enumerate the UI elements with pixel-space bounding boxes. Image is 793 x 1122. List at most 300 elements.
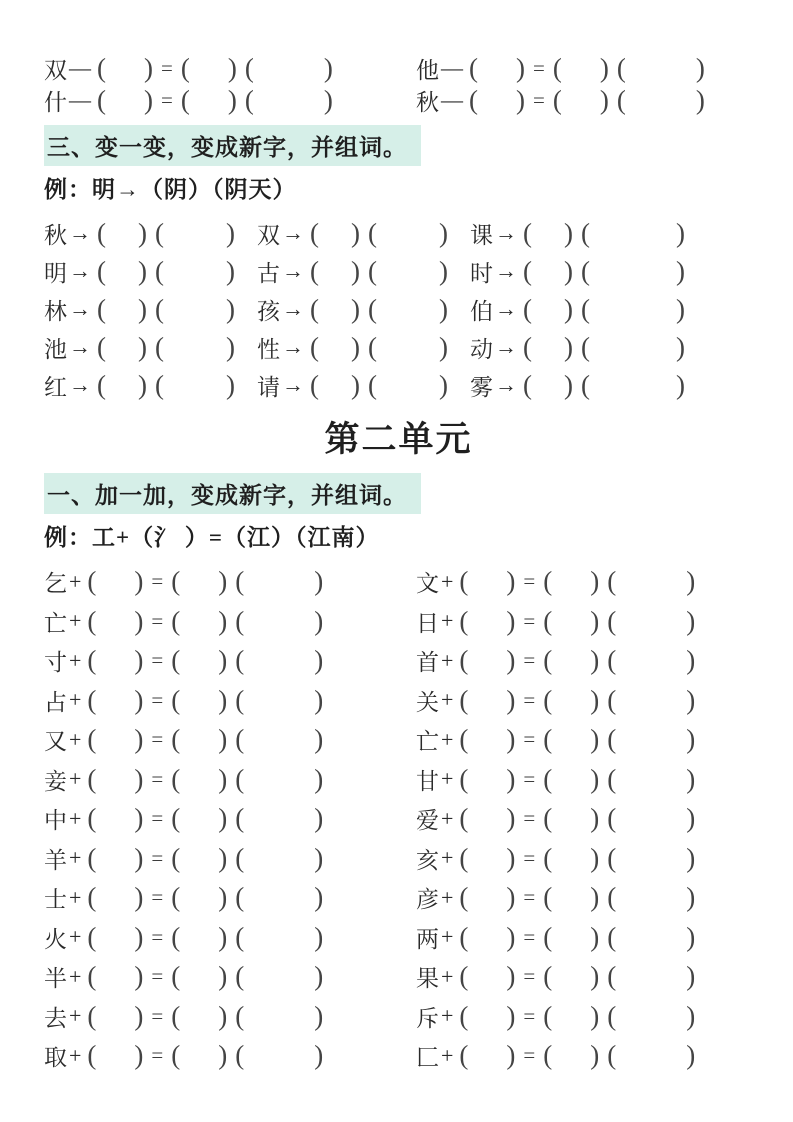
paren-open: ( <box>607 803 617 834</box>
equals-sign: = <box>523 924 536 949</box>
paren-close: ) <box>134 1040 144 1071</box>
paren-close: ) <box>439 217 448 248</box>
minus-operator: — <box>441 87 463 112</box>
paren-open: ( <box>543 882 553 913</box>
paren-close: ) <box>144 84 153 115</box>
paren-open: ( <box>543 803 553 834</box>
answer-parens <box>607 805 695 832</box>
transform-item <box>44 331 257 364</box>
subtract-row <box>44 52 753 84</box>
answer-parens <box>459 1042 515 1069</box>
plus-operator: + <box>69 608 82 634</box>
paren-close: ) <box>134 763 144 794</box>
paren-close: ) <box>599 52 609 83</box>
add-item <box>44 1039 416 1072</box>
plus-operator: + <box>441 963 454 989</box>
paren-close: ) <box>314 882 324 913</box>
add-item <box>44 605 416 638</box>
answer-parens <box>607 842 696 873</box>
source-char: 火 <box>44 926 67 952</box>
paren-close: ) <box>323 52 333 83</box>
add-item <box>44 842 416 875</box>
equals-sign: = <box>523 964 536 989</box>
answer-parens <box>543 763 600 794</box>
source-char: 什 <box>44 89 67 115</box>
paren-open: ( <box>87 882 97 913</box>
paren-close: ) <box>218 724 228 755</box>
paren-close: ) <box>599 84 609 115</box>
paren-open: ( <box>155 255 164 286</box>
equals-sign: = <box>151 766 164 791</box>
paren-open: ( <box>552 52 562 83</box>
paren-open: ( <box>171 645 181 676</box>
add-row <box>44 918 753 958</box>
answer-parens <box>97 84 153 115</box>
answer-parens <box>543 884 599 911</box>
answer-parens <box>97 369 147 400</box>
paren-open: ( <box>607 842 617 873</box>
source-char: 妾 <box>44 768 67 794</box>
source-char: 斥 <box>416 1005 439 1031</box>
add-item <box>416 802 753 835</box>
answer-parens <box>87 884 143 911</box>
answer-parens <box>171 884 227 911</box>
paren-close: ) <box>686 724 696 755</box>
equals-sign: = <box>151 885 164 910</box>
transform-item <box>470 369 753 402</box>
add-item <box>416 723 753 756</box>
paren-open: ( <box>155 331 164 362</box>
answer-parens <box>607 1000 696 1031</box>
answer-parens <box>310 331 360 362</box>
source-char: 伯 <box>470 298 493 324</box>
paren-close: ) <box>218 921 228 952</box>
paren-close: ) <box>314 684 324 715</box>
paren-open: ( <box>310 293 319 324</box>
arrow-operator: → <box>495 334 517 359</box>
paren-close: ) <box>506 803 516 834</box>
source-char: 秋 <box>416 89 439 115</box>
paren-close: ) <box>439 255 448 286</box>
answer-parens <box>155 369 235 400</box>
paren-close: ) <box>134 724 144 755</box>
transform-item <box>470 331 753 364</box>
source-char: 动 <box>470 336 493 362</box>
plus-operator: + <box>69 687 82 713</box>
answer-parens <box>543 647 599 674</box>
paren-open: ( <box>180 52 190 83</box>
transform-item <box>257 217 470 250</box>
transform-item <box>44 369 257 402</box>
equals-sign: = <box>161 87 173 112</box>
paren-open: ( <box>581 217 590 248</box>
answer-parens <box>459 684 516 715</box>
answer-parens <box>616 84 705 115</box>
paren-open: ( <box>459 645 469 676</box>
add-item <box>416 565 753 598</box>
answer-parens <box>155 217 235 248</box>
source-char: 红 <box>44 374 67 400</box>
transform-item <box>470 293 753 326</box>
answer-parens <box>87 921 144 952</box>
paren-open: ( <box>581 255 590 286</box>
answer-parens <box>87 647 143 674</box>
paren-close: ) <box>226 255 235 286</box>
paren-open: ( <box>543 605 553 636</box>
paren-open: ( <box>607 566 617 597</box>
paren-open: ( <box>171 724 181 755</box>
equals-sign: = <box>161 55 173 80</box>
transform-example-line: 例：明→（阴）（阴天） <box>44 176 297 202</box>
answer-parens <box>607 647 695 674</box>
source-char: 文 <box>416 571 439 597</box>
equals-sign: = <box>151 1043 164 1068</box>
answer-parens <box>459 605 516 636</box>
paren-open: ( <box>171 803 181 834</box>
paren-close: ) <box>686 921 696 952</box>
plus-operator: + <box>69 647 82 673</box>
plus-operator: + <box>441 1003 454 1029</box>
paren-close: ) <box>314 763 324 794</box>
plus-operator: + <box>441 568 454 594</box>
paren-open: ( <box>171 1040 181 1071</box>
source-char: 双 <box>44 57 67 83</box>
answer-parens <box>607 1042 695 1069</box>
answer-parens <box>180 52 237 83</box>
plus-operator: + <box>69 963 82 989</box>
answer-parens <box>97 217 147 248</box>
answer-parens <box>459 647 515 674</box>
equals-sign: = <box>151 924 164 949</box>
paren-open: ( <box>97 52 106 83</box>
answer-parens <box>469 52 525 83</box>
answer-parens <box>368 293 448 324</box>
add-row <box>44 681 753 721</box>
paren-close: ) <box>686 803 696 834</box>
plus-operator: + <box>69 568 82 594</box>
answer-parens <box>459 921 516 952</box>
answer-parens <box>180 84 237 115</box>
paren-close: ) <box>590 684 600 715</box>
source-char: 彦 <box>416 887 439 913</box>
answer-parens <box>459 726 515 753</box>
subtract-item <box>416 84 753 117</box>
paren-open: ( <box>469 84 478 115</box>
plus-operator: + <box>69 845 82 871</box>
paren-close: ) <box>218 803 228 834</box>
source-char: 士 <box>44 887 67 913</box>
transform-item <box>44 293 257 326</box>
plus-operator: + <box>441 687 454 713</box>
paren-close: ) <box>314 724 324 755</box>
transform-row <box>44 252 753 290</box>
paren-open: ( <box>543 1000 553 1031</box>
answer-parens <box>244 52 333 83</box>
paren-open: ( <box>87 803 97 834</box>
transform-item <box>470 255 753 288</box>
source-char: 两 <box>416 926 439 952</box>
answer-parens <box>310 217 360 248</box>
paren-close: ) <box>506 724 516 755</box>
answer-parens <box>87 763 144 794</box>
answer-parens <box>171 726 227 753</box>
paren-open: ( <box>155 293 164 324</box>
paren-close: ) <box>351 255 360 286</box>
section-heading-add: 一、加一加，变成新字，并组词。 <box>44 473 421 514</box>
answer-parens <box>171 805 227 832</box>
add-row <box>44 641 753 681</box>
add-item <box>416 1000 753 1033</box>
transform-row <box>44 366 753 404</box>
paren-open: ( <box>459 1040 469 1071</box>
answer-parens <box>607 684 696 715</box>
equals-sign: = <box>151 845 164 870</box>
source-char: 性 <box>257 336 280 362</box>
answer-parens <box>171 684 228 715</box>
paren-open: ( <box>459 803 469 834</box>
arrow-operator: → <box>282 296 304 321</box>
answer-parens <box>235 647 323 674</box>
answer-parens <box>581 331 685 362</box>
equals-sign: = <box>523 727 536 752</box>
paren-close: ) <box>138 369 147 400</box>
paren-open: ( <box>97 84 106 115</box>
answer-parens <box>171 647 227 674</box>
paren-open: ( <box>543 684 553 715</box>
add-item <box>44 960 416 993</box>
add-row <box>44 1036 753 1076</box>
paren-open: ( <box>87 842 97 873</box>
paren-close: ) <box>138 331 147 362</box>
paren-open: ( <box>523 331 532 362</box>
source-char: 乞 <box>44 571 67 597</box>
paren-open: ( <box>459 961 469 992</box>
source-char: 半 <box>44 966 67 992</box>
transform-row <box>44 328 753 366</box>
paren-close: ) <box>314 803 324 834</box>
paren-close: ) <box>564 331 573 362</box>
paren-close: ) <box>506 921 516 952</box>
answer-parens <box>155 331 235 362</box>
equals-sign: = <box>523 885 536 910</box>
answer-parens <box>552 52 609 83</box>
paren-close: ) <box>314 842 324 873</box>
answer-parens <box>552 84 609 115</box>
paren-close: ) <box>564 369 573 400</box>
plus-operator: + <box>441 805 454 831</box>
paren-close: ) <box>134 842 144 873</box>
answer-parens <box>607 726 695 753</box>
answer-parens <box>235 921 324 952</box>
add-row <box>44 799 753 839</box>
answer-parens <box>87 1042 143 1069</box>
answer-parens <box>235 1042 323 1069</box>
add-item <box>416 763 753 796</box>
answer-parens <box>607 921 696 952</box>
paren-close: ) <box>134 645 144 676</box>
answer-parens <box>235 884 323 911</box>
source-char: 孩 <box>257 298 280 324</box>
source-char: 双 <box>257 222 280 248</box>
source-char: 他 <box>416 57 439 83</box>
paren-open: ( <box>616 52 626 83</box>
answer-parens <box>368 331 448 362</box>
paren-close: ) <box>686 1040 696 1071</box>
answer-parens <box>171 568 227 595</box>
answer-parens <box>523 331 573 362</box>
paren-open: ( <box>607 763 617 794</box>
paren-close: ) <box>314 605 324 636</box>
answer-parens <box>235 568 323 595</box>
add-heading-wrap <box>44 473 753 514</box>
paren-open: ( <box>459 763 469 794</box>
source-char: 亡 <box>416 729 439 755</box>
paren-close: ) <box>134 921 144 952</box>
answer-parens <box>543 805 599 832</box>
equals-sign: = <box>523 806 536 831</box>
paren-close: ) <box>506 605 516 636</box>
plus-operator: + <box>441 766 454 792</box>
paren-close: ) <box>590 1000 600 1031</box>
paren-close: ) <box>516 52 525 83</box>
add-row <box>44 602 753 642</box>
answer-parens <box>459 884 515 911</box>
answer-parens <box>581 255 685 286</box>
answer-parens <box>171 921 228 952</box>
paren-close: ) <box>134 566 144 597</box>
paren-open: ( <box>171 921 181 952</box>
plus-operator: + <box>441 884 454 910</box>
source-char: 请 <box>257 374 280 400</box>
answer-parens <box>543 963 599 990</box>
paren-close: ) <box>695 52 705 83</box>
add-item <box>44 802 416 835</box>
transform-item <box>257 369 470 402</box>
plus-operator: + <box>441 924 454 950</box>
answer-parens <box>543 1042 599 1069</box>
paren-close: ) <box>134 605 144 636</box>
paren-close: ) <box>590 921 600 952</box>
paren-close: ) <box>590 961 600 992</box>
paren-close: ) <box>218 763 228 794</box>
answer-parens <box>607 568 695 595</box>
answer-parens <box>310 255 360 286</box>
paren-close: ) <box>590 724 600 755</box>
paren-open: ( <box>368 331 377 362</box>
paren-open: ( <box>543 763 553 794</box>
source-char: 羊 <box>44 847 67 873</box>
paren-close: ) <box>676 217 685 248</box>
subtract-item <box>44 52 416 85</box>
paren-open: ( <box>97 331 106 362</box>
paren-close: ) <box>226 217 235 248</box>
add-item <box>44 565 416 598</box>
answer-parens <box>523 369 573 400</box>
paren-close: ) <box>227 52 237 83</box>
paren-close: ) <box>590 763 600 794</box>
paren-close: ) <box>506 645 516 676</box>
answer-parens <box>543 568 599 595</box>
plus-operator: + <box>441 608 454 634</box>
paren-close: ) <box>590 566 600 597</box>
answer-parens <box>244 84 333 115</box>
paren-close: ) <box>218 842 228 873</box>
transform-item <box>44 255 257 288</box>
paren-open: ( <box>543 566 553 597</box>
plus-operator: + <box>69 726 82 752</box>
add-item <box>44 763 416 796</box>
arrow-operator: → <box>69 258 91 283</box>
paren-close: ) <box>564 217 573 248</box>
answer-parens <box>235 1000 324 1031</box>
add-row <box>44 562 753 602</box>
answer-parens <box>523 293 573 324</box>
paren-open: ( <box>607 882 617 913</box>
paren-open: ( <box>171 961 181 992</box>
paren-open: ( <box>235 724 245 755</box>
add-item <box>44 921 416 954</box>
paren-open: ( <box>607 684 617 715</box>
equals-sign: = <box>151 964 164 989</box>
answer-parens <box>87 805 143 832</box>
paren-open: ( <box>87 645 97 676</box>
add-item <box>44 723 416 756</box>
answer-parens <box>87 963 143 990</box>
answer-parens <box>581 293 685 324</box>
paren-close: ) <box>506 684 516 715</box>
plus-operator: + <box>69 1003 82 1029</box>
paren-close: ) <box>218 1000 228 1031</box>
plus-operator: + <box>69 884 82 910</box>
answer-parens <box>523 217 573 248</box>
paren-open: ( <box>543 961 553 992</box>
transform-heading-wrap <box>44 125 753 166</box>
paren-close: ) <box>218 605 228 636</box>
paren-open: ( <box>235 1000 245 1031</box>
answer-parens <box>87 568 143 595</box>
equals-sign: = <box>533 55 545 80</box>
paren-close: ) <box>686 566 696 597</box>
paren-open: ( <box>543 842 553 873</box>
paren-close: ) <box>351 369 360 400</box>
answer-parens <box>171 842 228 873</box>
add-item <box>44 881 416 914</box>
answer-parens <box>235 763 324 794</box>
paren-close: ) <box>590 842 600 873</box>
paren-close: ) <box>516 84 525 115</box>
paren-close: ) <box>676 255 685 286</box>
paren-close: ) <box>686 684 696 715</box>
paren-open: ( <box>459 724 469 755</box>
paren-open: ( <box>459 684 469 715</box>
subtract-item <box>44 84 416 117</box>
answer-parens <box>607 605 696 636</box>
equals-sign: = <box>533 87 545 112</box>
paren-open: ( <box>97 293 106 324</box>
paren-close: ) <box>686 645 696 676</box>
paren-open: ( <box>171 842 181 873</box>
answer-parens <box>543 605 600 636</box>
paren-close: ) <box>144 52 153 83</box>
arrow-operator: → <box>495 220 517 245</box>
paren-close: ) <box>506 842 516 873</box>
source-char: 中 <box>44 808 67 834</box>
paren-open: ( <box>87 921 97 952</box>
add-section <box>44 562 753 1076</box>
source-char: 取 <box>44 1045 67 1071</box>
paren-open: ( <box>235 566 245 597</box>
equals-sign: = <box>523 1003 536 1028</box>
